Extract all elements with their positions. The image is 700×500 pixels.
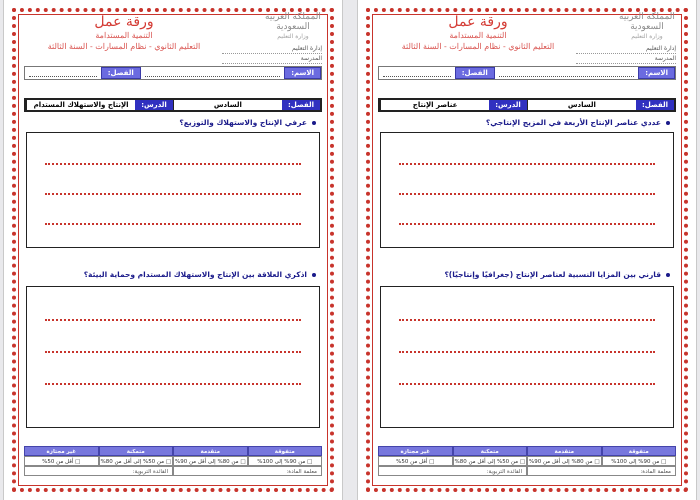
student-info-row xyxy=(24,66,322,80)
lesson-row xyxy=(378,98,676,112)
lesson-value: الإنتاج والاستهلاك المستدام xyxy=(26,100,135,110)
admin-fields xyxy=(576,44,676,64)
class-field[interactable] xyxy=(29,69,97,77)
range-checkbox[interactable]: □ أقل من 50% xyxy=(24,456,99,466)
question-1 xyxy=(24,118,316,127)
answer-line xyxy=(45,223,301,225)
bullet-icon xyxy=(312,273,316,277)
worksheet-page-1 xyxy=(4,0,342,500)
question-1-text: عرفي الإنتاج والاستهلاك والتوزيع؟ xyxy=(179,118,307,127)
question-2-text: اذكري العلاقة بين الإنتاج والاستهلاك المستدام وحماية البيئة؟ xyxy=(83,270,307,279)
answer-line xyxy=(45,163,301,165)
bullet-icon xyxy=(666,121,670,125)
level-proficient: متمكنة xyxy=(99,446,174,456)
answer-line xyxy=(399,163,655,165)
answer-line xyxy=(45,351,301,353)
teacher-label: معلمة المادة: xyxy=(527,466,676,476)
admin-label: إدارة التعليم xyxy=(222,44,322,54)
level-advanced: متقدمة xyxy=(527,446,602,456)
range-checkbox[interactable]: □ من 90% إلى 100% xyxy=(248,456,323,466)
class-field[interactable] xyxy=(383,69,451,77)
ministry-crest-icon: المملكة العربية السعودية وزارة التعليم xyxy=(265,12,321,40)
worksheet-title: ورقة عمل xyxy=(448,14,508,30)
level-proficient: متمكنة xyxy=(453,446,528,456)
question-2 xyxy=(378,270,670,279)
worksheet-title-block xyxy=(390,14,566,52)
worksheet-title-block xyxy=(36,14,212,52)
lesson-label: الدرس: xyxy=(489,100,527,110)
school-label: المدرسة xyxy=(222,54,322,64)
answer-line xyxy=(399,383,655,385)
program-name: التعليم الثانوي - نظام المسارات - السنة الثالثة xyxy=(47,42,201,51)
name-label: الاسم: xyxy=(284,67,321,79)
level-not-passed: غير مجتازة xyxy=(24,446,99,456)
answer-line xyxy=(399,351,655,353)
answer-line xyxy=(45,319,301,321)
lesson-value: عناصر الإنتاج xyxy=(380,100,489,110)
level-excellent: متفوقة xyxy=(602,446,677,456)
answer-box-2[interactable] xyxy=(26,286,320,428)
answer-line xyxy=(399,193,655,195)
answer-box-1[interactable] xyxy=(380,132,674,248)
chapter-value: السادس xyxy=(173,100,282,110)
answer-line xyxy=(45,383,301,385)
question-1-text: عددي عناصر الإنتاج الأربعة في المزيج الإنتاجي؟ xyxy=(485,118,661,127)
chapter-label: الفصل: xyxy=(636,100,674,110)
answer-line xyxy=(399,319,655,321)
program-name: التعليم الثانوي - نظام المسارات - السنة الثالثة xyxy=(401,42,555,51)
range-checkbox[interactable]: □ أقل من 50% xyxy=(378,456,453,466)
class-label: الفصل: xyxy=(455,67,495,79)
header xyxy=(378,12,676,64)
supervisor-label: القائدة التربوية: xyxy=(378,466,527,476)
teacher-label: معلمة المادة: xyxy=(173,466,322,476)
ministry-crest-icon: المملكة العربية السعودية وزارة التعليم xyxy=(619,12,675,40)
range-checkbox[interactable]: □ من 90% إلى 100% xyxy=(602,456,677,466)
class-label: الفصل: xyxy=(101,67,141,79)
student-info-row xyxy=(378,66,676,80)
question-2 xyxy=(24,270,316,279)
supervisor-label: القائدة التربوية: xyxy=(24,466,173,476)
answer-line xyxy=(399,223,655,225)
lesson-label: الدرس: xyxy=(135,100,173,110)
subject-name: التنمية المستدامة xyxy=(95,31,153,40)
assessment-table xyxy=(378,446,676,480)
admin-fields xyxy=(222,44,322,64)
answer-box-2[interactable] xyxy=(380,286,674,428)
name-field[interactable] xyxy=(145,69,280,77)
worksheet-title: ورقة عمل xyxy=(94,14,154,30)
name-label: الاسم: xyxy=(638,67,675,79)
header xyxy=(24,12,322,64)
level-not-passed: غير مجتازة xyxy=(378,446,453,456)
chapter-value: السادس xyxy=(527,100,636,110)
school-label: المدرسة xyxy=(576,54,676,64)
lesson-row xyxy=(24,98,322,112)
level-advanced: متقدمة xyxy=(173,446,248,456)
admin-label: إدارة التعليم xyxy=(576,44,676,54)
bullet-icon xyxy=(666,273,670,277)
level-excellent: متفوقة xyxy=(248,446,323,456)
subject-name: التنمية المستدامة xyxy=(449,31,507,40)
range-checkbox[interactable]: □ من 80% إلى أقل من 90% xyxy=(527,456,602,466)
question-1 xyxy=(378,118,670,127)
range-checkbox[interactable]: □ من 50% إلى أقل من 80% xyxy=(99,456,174,466)
chapter-label: الفصل: xyxy=(282,100,320,110)
range-checkbox[interactable]: □ من 80% إلى أقل من 90% xyxy=(173,456,248,466)
range-checkbox[interactable]: □ من 50% إلى أقل من 80% xyxy=(453,456,528,466)
assessment-table xyxy=(24,446,322,480)
answer-line xyxy=(45,193,301,195)
answer-box-1[interactable] xyxy=(26,132,320,248)
worksheet-page-2 xyxy=(358,0,696,500)
bullet-icon xyxy=(312,121,316,125)
name-field[interactable] xyxy=(499,69,634,77)
question-2-text: قارني بين المزايا النسبية لعناصر الإنتاج (جغرافيًا وإنتاجيًا)؟ xyxy=(444,270,661,279)
